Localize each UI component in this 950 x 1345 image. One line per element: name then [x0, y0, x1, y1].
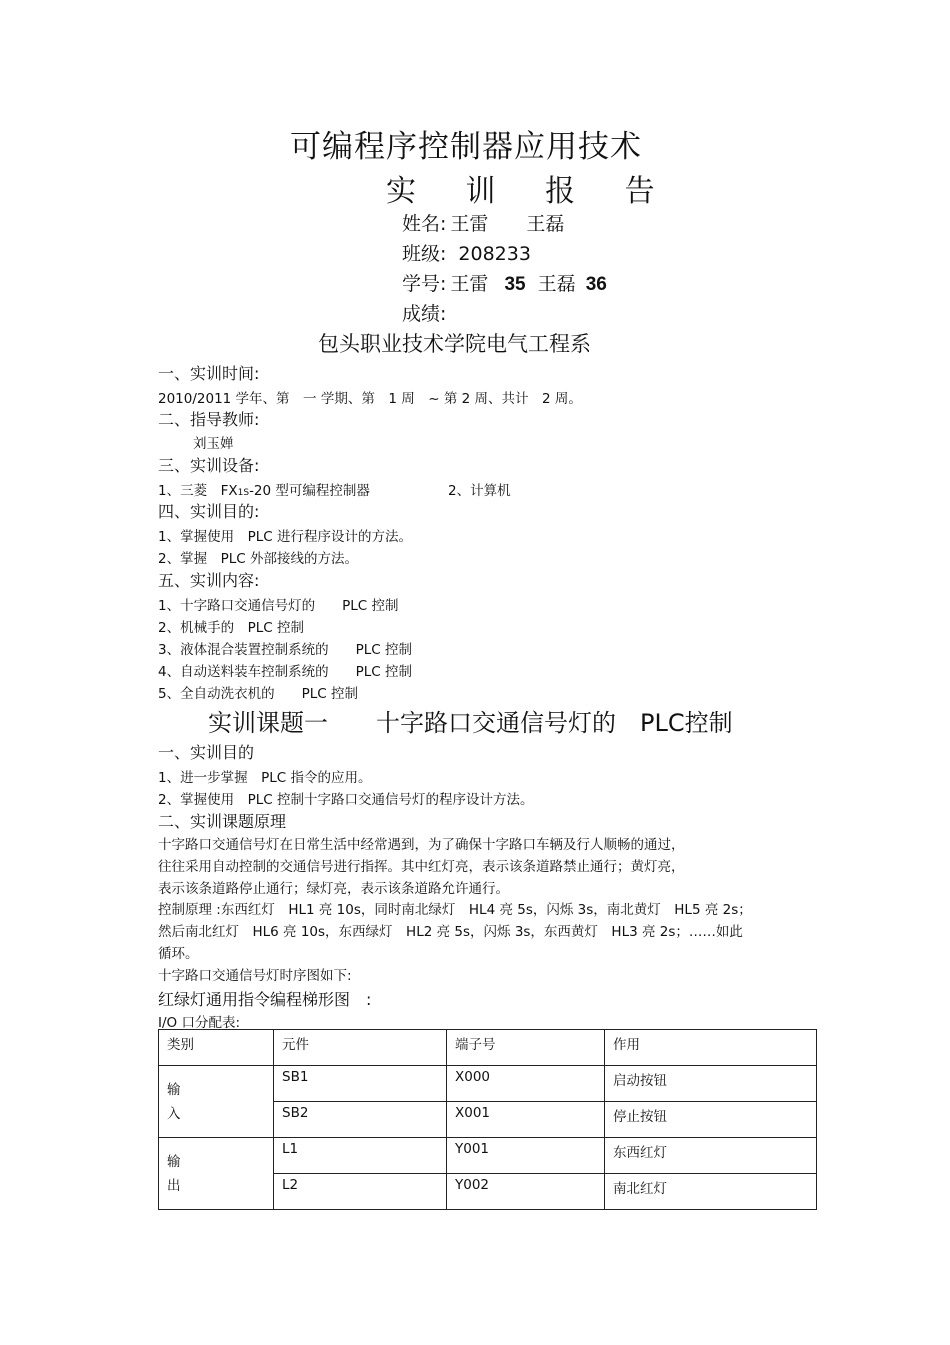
- class-label: 班级:: [402, 243, 447, 265]
- id-name-2: 王磊: [537, 273, 576, 295]
- content-item-1: 1、十字路口交通信号灯的 PLC 控制: [158, 598, 399, 614]
- teacher-name: 刘玉婵: [193, 436, 234, 452]
- header-category: 类别: [159, 1030, 274, 1066]
- topic-goal-heading: 一、实训目的: [158, 743, 255, 762]
- header-component: 元件: [274, 1030, 447, 1066]
- college-name: 包头职业技术学院电气工程系: [318, 332, 591, 356]
- io-table: [158, 1029, 817, 1210]
- principle-line-2: 往往采用自动控制的交通信号进行指挥。其中红灯亮，表示该条道路禁止通行；黄灯亮，: [158, 859, 685, 875]
- page-title: 可编程序控制器应用技术: [290, 129, 642, 165]
- table-row: [159, 1138, 817, 1174]
- equipment-1-sub: 1S: [237, 488, 250, 498]
- equipment-item-1: [158, 479, 370, 499]
- output-group-cell: 输 出: [159, 1138, 274, 1210]
- equipment-1-suffix: -20 型可编程控制器: [249, 483, 370, 499]
- id-number-1: 35: [504, 274, 526, 295]
- table-cell: L2: [274, 1174, 447, 1210]
- goal-heading: 四、实训目的:: [158, 502, 260, 521]
- topic-goal-1: 1、进一步掌握 PLC 指令的应用。: [158, 770, 372, 786]
- header-terminal: 端子号: [447, 1030, 605, 1066]
- id-label: 学号:: [402, 273, 447, 295]
- info-name-row: [402, 209, 564, 236]
- content-item-3: 3、液体混合装置控制系统的 PLC 控制: [158, 642, 412, 658]
- ladder-heading: 红绿灯通用指令编程梯形图 :: [158, 990, 372, 1009]
- topic-goal-2: 2、掌握使用 PLC 控制十字路口交通信号灯的程序设计方法。: [158, 792, 534, 808]
- table-cell: X000: [447, 1066, 605, 1102]
- score-label: 成绩:: [402, 303, 447, 325]
- input-group-cell: 输 入: [159, 1066, 274, 1138]
- equipment-heading: 三、实训设备:: [158, 456, 260, 475]
- goal-item-2: 2、掌握 PLC 外部接线的方法。: [158, 551, 358, 567]
- equipment-1-prefix: 1、三菱 FX: [158, 483, 238, 499]
- time-heading: 一、实训时间:: [158, 364, 260, 383]
- table-cell: 南北红灯: [605, 1174, 817, 1210]
- table-cell: 停止按钮: [605, 1102, 817, 1138]
- goal-item-1: 1、掌握使用 PLC 进行程序设计的方法。: [158, 529, 412, 545]
- table-cell: L1: [274, 1138, 447, 1174]
- id-number-2: 36: [585, 274, 607, 295]
- table-cell: Y002: [447, 1174, 605, 1210]
- principle-line-3: 表示该条道路停止通行；绿灯亮，表示该条道路允许通行。: [158, 881, 509, 897]
- content-item-4: 4、自动送料装车控制系统的 PLC 控制: [158, 664, 412, 680]
- teacher-heading: 二、指导教师:: [158, 410, 260, 429]
- table-cell: Y001: [447, 1138, 605, 1174]
- name-value: 王雷 王磊: [450, 213, 565, 235]
- principle-line-5: 然后南北红灯 HL6 亮 10s，东西绿灯 HL2 亮 5s，闪烁 3s，东西黄灯 HL3 亮 2s；……如此: [158, 924, 743, 940]
- table-row: [159, 1066, 817, 1102]
- report-subtitle: 实 训 报 告: [386, 174, 675, 209]
- info-id-row: [402, 269, 607, 296]
- name-label: 姓名:: [402, 213, 447, 235]
- header-function: 作用: [605, 1030, 817, 1066]
- class-value: 208233: [458, 243, 531, 265]
- equipment-item-2: 2、计算机: [448, 483, 511, 499]
- io-table-label: I/O 口分配表:: [158, 1015, 240, 1031]
- table-cell: SB2: [274, 1102, 447, 1138]
- info-class-row: [402, 239, 531, 266]
- principle-line-6: 循环。: [158, 946, 199, 962]
- table-cell: X001: [447, 1102, 605, 1138]
- topic-title: 实训课题一 十字路口交通信号灯的 PLC控制: [208, 709, 733, 737]
- content-item-2: 2、机械手的 PLC 控制: [158, 620, 304, 636]
- table-cell: 东西红灯: [605, 1138, 817, 1174]
- time-text: 2010/2011 学年、第 一 学期、第 1 周 ~ 第 2 周、共计 2 周。: [158, 391, 582, 407]
- table-cell: 启动按钮: [605, 1066, 817, 1102]
- id-name-1: 王雷: [450, 273, 489, 295]
- content-item-5: 5、全自动洗衣机的 PLC 控制: [158, 686, 358, 702]
- table-header-row: [159, 1030, 817, 1066]
- principle-line-4: 控制原理 :东西红灯 HL1 亮 10s，同时南北绿灯 HL4 亮 5s，闪烁 3s，南北黄灯 HL5 亮 2s；: [158, 902, 752, 918]
- table-cell: SB1: [274, 1066, 447, 1102]
- principle-line-1: 十字路口交通信号灯在日常生活中经常遇到，为了确保十字路口车辆及行人顺畅的通过，: [158, 837, 685, 853]
- principle-line-7: 十字路口交通信号灯时序图如下:: [158, 968, 352, 984]
- content-heading: 五、实训内容:: [158, 571, 260, 590]
- principle-heading: 二、实训课题原理: [158, 812, 287, 831]
